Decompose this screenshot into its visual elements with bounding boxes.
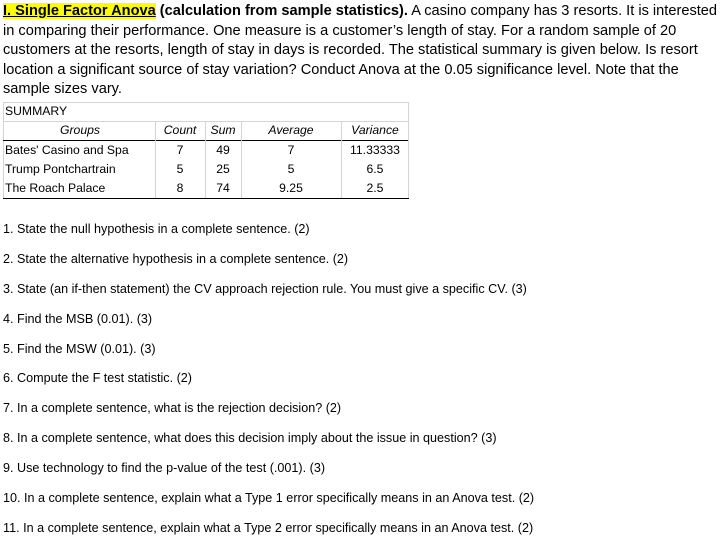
header-sum: Sum bbox=[210, 123, 236, 137]
header-groups: Groups bbox=[60, 123, 100, 137]
question-7: 7. In a complete sentence, what is the rejection decision? (2) bbox=[3, 401, 342, 415]
group-sum: 49 bbox=[216, 143, 230, 157]
header-count: Count bbox=[163, 123, 197, 137]
question-9: 9. Use technology to find the p-value of the test (.001). (3) bbox=[3, 461, 326, 475]
group-count: 7 bbox=[176, 143, 184, 157]
group-average: 9.25 bbox=[279, 181, 303, 195]
question-2: 2. State the alternative hypothesis in a complete sentence. (2) bbox=[3, 252, 349, 266]
table-caption-row bbox=[3, 102, 409, 121]
group-variance: 11.33333 bbox=[350, 143, 400, 157]
table-row bbox=[3, 160, 409, 179]
table-bottom-line bbox=[3, 198, 409, 199]
question-3: 3. State (an if-then statement) the CV approach rejection rule. You must give a specific CV. (3) bbox=[3, 282, 527, 296]
table-caption: SUMMARY bbox=[5, 104, 68, 118]
question-10: 10. In a complete sentence, explain what a Type 1 error specifically means in an Anova test. (2) bbox=[3, 491, 535, 505]
group-sum: 25 bbox=[216, 162, 230, 176]
question-11: 11. In a complete sentence, explain what a Type 2 error specifically means in an Anova test. (2) bbox=[3, 521, 534, 535]
question-8: 8. In a complete sentence, what does this decision imply about the issue in question? (3) bbox=[3, 431, 497, 445]
group-count: 8 bbox=[176, 181, 184, 195]
group-name: Bates' Casino and Spa bbox=[5, 143, 129, 157]
question-6: 6. Compute the F test statistic. (2) bbox=[3, 371, 192, 385]
group-variance: 6.5 bbox=[366, 162, 384, 176]
group-name: Trump Pontchartrain bbox=[5, 162, 116, 176]
problem-title: I. Single Factor Anova bbox=[3, 3, 156, 19]
question-4: 4. Find the MSB (0.01). (3) bbox=[3, 312, 153, 326]
header-variance: Variance bbox=[351, 123, 399, 137]
table-row bbox=[3, 141, 409, 160]
group-variance: 2.5 bbox=[366, 181, 384, 195]
problem-text: A casino company has 3 resorts. It is interested in comparing their performance. One measure is a customer’s length of stay. For a random sample of 20 customers at the resorts, length of stay in days is recorded. The statistical summary is given below. Is resort location a significant source of stay variation? Conduct Anova at the 0.05 significance level. Note that the sample sizes vary. bbox=[3, 3, 718, 98]
group-average: 7 bbox=[287, 143, 295, 157]
header-average: Average bbox=[268, 123, 314, 137]
group-sum: 74 bbox=[216, 181, 230, 195]
problem-statement bbox=[3, 2, 719, 100]
question-1: 1. State the null hypothesis in a complete sentence. (2) bbox=[3, 222, 310, 236]
group-average: 5 bbox=[287, 162, 295, 176]
table-row bbox=[3, 179, 409, 198]
question-5: 5. Find the MSW (0.01). (3) bbox=[3, 342, 156, 356]
group-count: 5 bbox=[176, 162, 184, 176]
group-name: The Roach Palace bbox=[5, 181, 106, 195]
table-header-row bbox=[3, 121, 409, 140]
problem-subtitle: (calculation from sample statistics). bbox=[159, 3, 408, 19]
summary-table bbox=[3, 102, 409, 199]
